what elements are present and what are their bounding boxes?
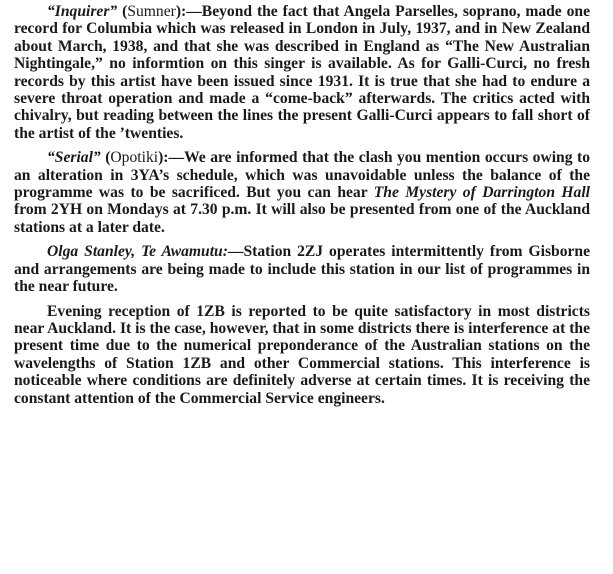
letter-inquirer (14, 3, 590, 142)
reply-text: —Station 2ZJ operates intermittently from Gisborne and arrangements are being made to include this station in our list of programmes in the near future. (14, 243, 591, 296)
correspondent-name: Olga Stanley, Te Awamutu: (47, 243, 228, 261)
article-column (14, 3, 590, 407)
place-close: ): (175, 3, 187, 20)
letter-olga-stanley (14, 243, 590, 295)
reply-text: —Beyond the fact that Angela Parselles, soprano, made one record for Columbia which was released in London in July, 1937, and in New Zealand about March, 1938, and that she was described in England as “The New Australian Nightingale,” no informtion on this singer is available. As for Galli-Curci, no fresh records by this artist have been issued since 1931. It is true that she had to endure a severe throat operation and made a “come-back” afterwards. The critics acted with chivalry, but reading between the lines the present Galli-Curci appears to fall short of the artist of the ’twenties. (14, 3, 591, 142)
place-close: ): (158, 149, 169, 167)
reply-text-after: from 2YH on Mondays at 7.30 p.m. It will also be presented from one of the Auckland stations at a later date. (14, 201, 590, 236)
place-open: ( (100, 149, 111, 167)
correspondent-place: Opotiki (110, 149, 159, 167)
place-open: ( (117, 3, 128, 20)
closing-paragraph: Evening reception of 1ZB is reported to be quite satisfactory in most districts near Auckland. It is the case, however, that in some districts there is interference at the present time due to the numerical preponderance of the Australian stations on the wavelengths of Station 1ZB and other Commercial stations. This interference is noticeable where conditions are definitely adverse at certain times. It is receiving the constant attention of the Commercial Service engineers. (14, 302, 590, 407)
letter-serial (14, 149, 590, 236)
correspondent-name: “Serial” (47, 149, 101, 167)
programme-title: The Mystery of Darrington Hall (373, 184, 590, 202)
reply-text-before: —We are informed that the clash you mention occurs owing to an alteration in 3YA’s schedule, which was unavoidable unless the balance of the programme was to be sacrificed. But you can hear (14, 149, 590, 202)
correspondent-place: Sumner (127, 3, 176, 20)
correspondent-name: “Inquirer” (47, 3, 118, 20)
